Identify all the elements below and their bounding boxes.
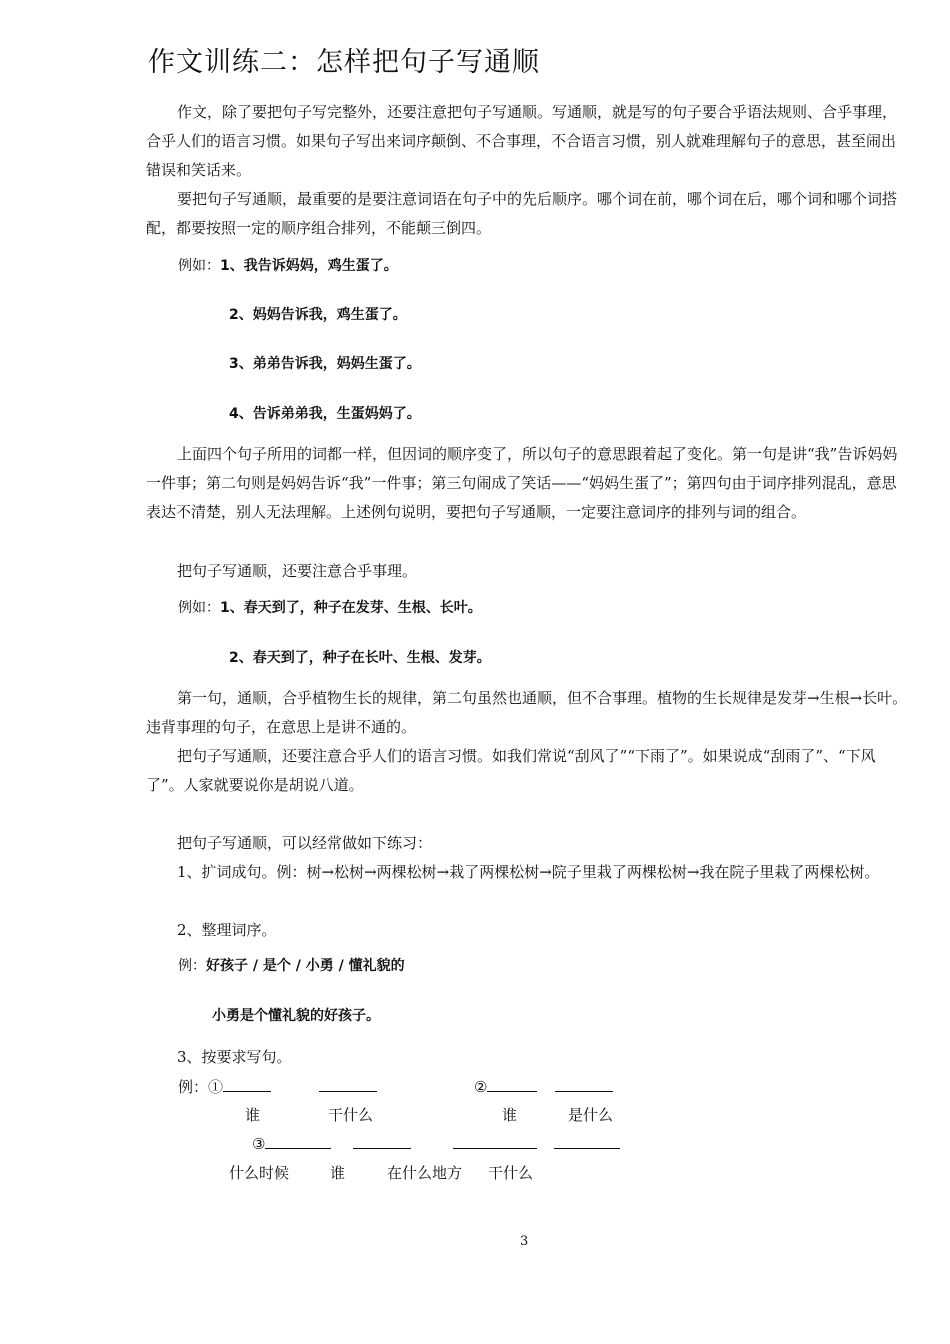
blank-who-3-wrap <box>353 1134 411 1154</box>
practice-intro: 把句子写通顺，可以经常做如下练习： <box>177 834 433 852</box>
example1-s1: 1、我告诉妈妈，鸡生蛋了。 <box>220 258 398 274</box>
intro-paragraph-1: 作文，除了要把句子写完整外，还要注意把句子写通顺。写通顺，就是写的句子要合乎语法规则、合乎事理，合乎人们的语言习惯。如果句子写出来词序颠倒、不合事理，不合语言习惯，别人就难理解句子的意思，甚至闹出错误和笑话来。 <box>146 103 898 179</box>
intro-paragraph-2: 要把句子写通顺，最重要的是要注意词语在句子中的先后顺序。哪个词在前，哪个词在后，哪个词和哪个词搭配，都要按照一定的顺序组合排列，不能颠三倒四。 <box>146 190 898 237</box>
blank-row-2 <box>252 1134 331 1154</box>
reason-line: 把句子写通顺，还要注意合乎事理。 <box>177 562 418 580</box>
label-do-1: 干什么 <box>328 1106 374 1124</box>
analysis-paragraph-2: 第一句，通顺，合乎植物生长的规律，第二句虽然也通顺，但不合事理。植物的生长规律是发芽→生根→长叶。违背事理的句子，在意思上是讲不通的。 <box>146 689 908 736</box>
example1-sentence-2 <box>229 305 407 325</box>
label-who-1: 谁 <box>245 1106 261 1124</box>
page-number: 3 <box>520 1234 529 1249</box>
practice-item2-example <box>178 956 405 976</box>
practice-item2-words: 好孩子 / 是个 / 小勇 / 懂礼貌的 <box>206 958 405 974</box>
blank-what-2-wrap <box>555 1077 613 1097</box>
example1-s4: 4、告诉弟弟我，生蛋妈妈了。 <box>229 406 421 422</box>
label-do-3: 干什么 <box>488 1164 534 1182</box>
example1-lead: 例如： <box>178 258 220 274</box>
blank-what-2[interactable] <box>555 1077 613 1092</box>
label-who-2: 谁 <box>502 1106 518 1124</box>
circle-2: ② <box>474 1078 488 1096</box>
practice-item-1: 1、扩词成句。例：树→松树→两棵松树→栽了两棵松树→院子里栽了两棵松树→我在院子里栽了两棵松树。 <box>177 863 880 881</box>
blank-who-3[interactable] <box>353 1134 411 1149</box>
circle-3: ③ <box>252 1135 266 1153</box>
blank-do-1-wrap <box>319 1077 377 1097</box>
blank-do-3[interactable] <box>554 1134 620 1149</box>
example1-s3: 3、弟弟告诉我，妈妈生蛋了。 <box>229 356 421 372</box>
practice-item-2: 2、整理词序。 <box>177 921 277 939</box>
blank-who-2[interactable] <box>487 1077 537 1092</box>
practice-item-3: 3、按要求写句。 <box>177 1048 292 1066</box>
habit-paragraph: 把句子写通顺，还要注意合乎人们的语言习惯。如我们常说“刮风了”“下雨了”。如果说成“刮雨了”、“下风了”。人家就要说你是胡说八道。 <box>146 747 876 794</box>
circle-1: ① <box>208 1078 224 1096</box>
blank-where-3[interactable] <box>453 1134 537 1149</box>
example2-s1: 1、春天到了，种子在发芽、生根、长叶。 <box>220 600 482 616</box>
blank-when-3[interactable] <box>265 1134 331 1149</box>
example1-sentence-1 <box>178 256 398 276</box>
practice-item2-example-lead: 例： <box>178 958 206 974</box>
page-title: 作文训练二：怎样把句子写通顺 <box>148 47 540 78</box>
blank-where-3-wrap <box>453 1134 537 1154</box>
analysis-paragraph-1: 上面四个句子所用的词都一样，但因词的顺序变了，所以句子的意思跟着起了变化。第一句是讲“我”告诉妈妈一件事；第二句则是妈妈告诉“我”一件事；第三句闹成了笑话——“妈妈生蛋了”；第四句由于词序排列混乱，意思表达不清楚，别人无法理解。上述例句说明，要把句子写通顺，一定要注意词序的排列与词的组合。 <box>146 445 898 521</box>
label-where-3: 在什么地方 <box>387 1164 463 1182</box>
example1-sentence-3 <box>229 354 421 374</box>
practice-item2-answer <box>212 1006 380 1026</box>
label-what-2: 是什么 <box>568 1106 614 1124</box>
blank-do-1[interactable] <box>319 1077 377 1092</box>
example2-s2: 2、春天到了，种子在长叶、生根、发芽。 <box>229 650 491 666</box>
example2-sentence-2 <box>229 648 491 668</box>
example1-s2: 2、妈妈告诉我，鸡生蛋了。 <box>229 307 407 323</box>
example2-lead: 例如： <box>178 600 220 616</box>
example1-sentence-4 <box>229 404 421 424</box>
example2-sentence-1 <box>178 598 482 618</box>
blank-row1-lead: 例： <box>178 1078 209 1096</box>
label-when-3: 什么时候 <box>229 1164 290 1182</box>
practice-item2-answer-text: 小勇是个懂礼貌的好孩子。 <box>212 1008 380 1024</box>
blank-row-1b <box>474 1077 537 1097</box>
blank-row-1 <box>178 1077 271 1097</box>
blank-who-1[interactable] <box>223 1077 271 1092</box>
blank-do-3-wrap <box>554 1134 620 1154</box>
label-who-3: 谁 <box>330 1164 346 1182</box>
